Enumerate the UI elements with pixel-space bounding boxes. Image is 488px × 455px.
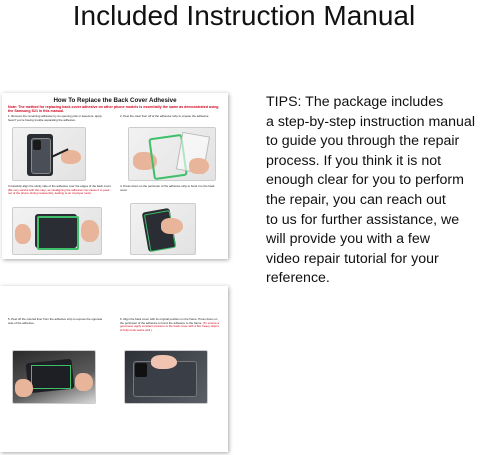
manual-step-2: 2. Peel the clear liner off of the adhesive strip to expose the adhesive. (120, 114, 210, 118)
tips-line: reference. (266, 270, 330, 287)
manual-step-1: 1. Remove the remaining adhesive by an opening pick or tweezers, apply heat if you're having trouble separating the adhesive. (8, 114, 102, 122)
tips-line: enough clear for you to perform (266, 172, 464, 189)
step-3-photo (12, 207, 102, 255)
tips-line: will provide you with a few (266, 231, 431, 248)
tips-line: to guide you through the repair (266, 133, 460, 150)
manual-step-6: 6. Align the back cover with its original position on the frame. Press down on the perimeter of the adhesive to bond the adhesive to the frame. (To ensure a good seal, apply constant pressure to the back cover with a flat, heavy object. A hefty book works well.) (120, 317, 220, 332)
tips-line: the repair, you can reach out (266, 191, 446, 208)
tips-line: process. If you think it is not (266, 152, 442, 169)
tips-line: to us for further assistance, we (266, 211, 460, 228)
tips-text (266, 93, 488, 289)
tips-line: TIPS: The package includes (266, 94, 444, 110)
manual-title: How To Replace the Back Cover Adhesive (53, 97, 177, 104)
step-2-photo (128, 127, 216, 181)
manual-step-4: 4. Press down on the perimeter of the adhesive strip to bond it to the back cover. (120, 184, 215, 192)
tips-line: video repair tutorial for your (266, 250, 439, 267)
manual-step-3: 3.Carefully align the sticky side of the adhesive over the edges of the back cover. (Be very careful with this step, as misaligning the adhesive can cause it to peek out of the phone during reassembly, leading to an improper seal.) (8, 184, 112, 195)
page-title: Included Instruction Manual (72, 0, 416, 31)
step-6-photo (124, 350, 208, 404)
manual-step-5: 5. Peel off the colored liner from the adhesive strip to expose the opposite side of the adhesive. (8, 317, 103, 325)
step-1-photo (12, 127, 86, 181)
step-5-photo (12, 350, 96, 404)
manual-page-1 (2, 93, 228, 259)
manual-page-2 (0, 286, 228, 452)
manual-note: Note: The method for replacing back cover adhesive on other phone models is essentially the same as demonstrated using the Samsung S21 in this manual. (8, 105, 219, 114)
tips-line: a step-by-step instruction manual (266, 113, 475, 130)
step-4-photo (130, 203, 196, 255)
